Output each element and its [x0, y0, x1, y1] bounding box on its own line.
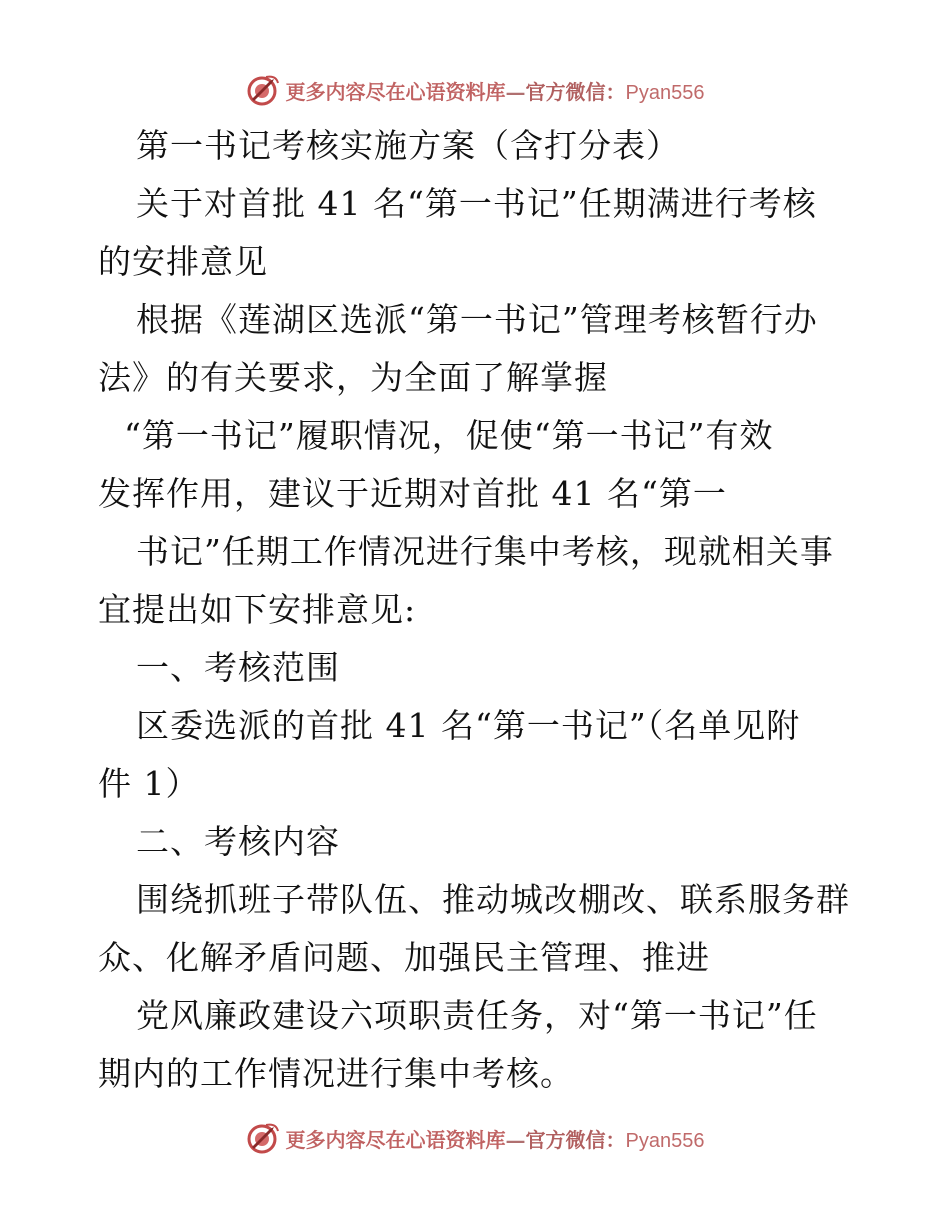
doc-line: 书记”任期工作情况进行集中考核，现就相关事 [136, 532, 834, 571]
doc-line: 区委选派的首批 41 名“第一书记”（名单见附 [136, 706, 801, 745]
doc-line: 期内的工作情况进行集中考核。 [98, 1054, 574, 1093]
doc-line: 法》的有关要求，为全面了解掌握 [98, 358, 608, 397]
doc-line: 众、化解矛盾问题、加强民主管理、推进 [98, 938, 710, 977]
watermark-wechat-id: Pyan556 [625, 1129, 705, 1152]
watermark-site-text: 更多内容尽在心语资料库 [285, 79, 506, 104]
watermark-text [286, 76, 705, 105]
doc-line: 发挥作用，建议于近期对首批 41 名“第一 [98, 474, 727, 513]
watermark-wechat-id: Pyan556 [625, 81, 705, 104]
doc-section-heading: 一、考核范围 [136, 648, 340, 687]
watermark-separator: — [505, 1127, 526, 1152]
doc-line: 党风廉政建设六项职责任务，对“第一书记”任 [136, 996, 818, 1035]
doc-line: 宜提出如下安排意见: [98, 590, 417, 629]
watermark-text [286, 1124, 705, 1153]
red-sphere-pen-logo-icon [246, 1121, 280, 1155]
watermark-wechat-label: 官方微信： [525, 1127, 626, 1152]
watermark-banner-top [0, 70, 950, 110]
watermark-wechat-label: 官方微信： [525, 79, 626, 104]
doc-line: 关于对首批 41 名“第一书记”任期满进行考核 [136, 184, 817, 223]
red-sphere-pen-logo-icon [246, 73, 280, 107]
watermark-site-text: 更多内容尽在心语资料库 [285, 1127, 506, 1152]
doc-section-heading: 二、考核内容 [136, 822, 340, 861]
watermark-banner-bottom [0, 1118, 950, 1158]
doc-line: 根据《莲湖区选派“第一书记”管理考核暂行办 [136, 300, 818, 339]
doc-line: 件 1） [98, 764, 200, 803]
doc-line: “第一书记”履职情况，促使“第一书记”有效 [124, 416, 774, 455]
doc-line: 的安排意见 [98, 242, 268, 281]
document-body [98, 117, 858, 1103]
doc-line: 围绕抓班子带队伍、推动城改棚改、联系服务群 [136, 880, 850, 919]
doc-title: 第一书记考核实施方案（含打分表） [136, 126, 680, 165]
watermark-separator: — [505, 79, 526, 104]
